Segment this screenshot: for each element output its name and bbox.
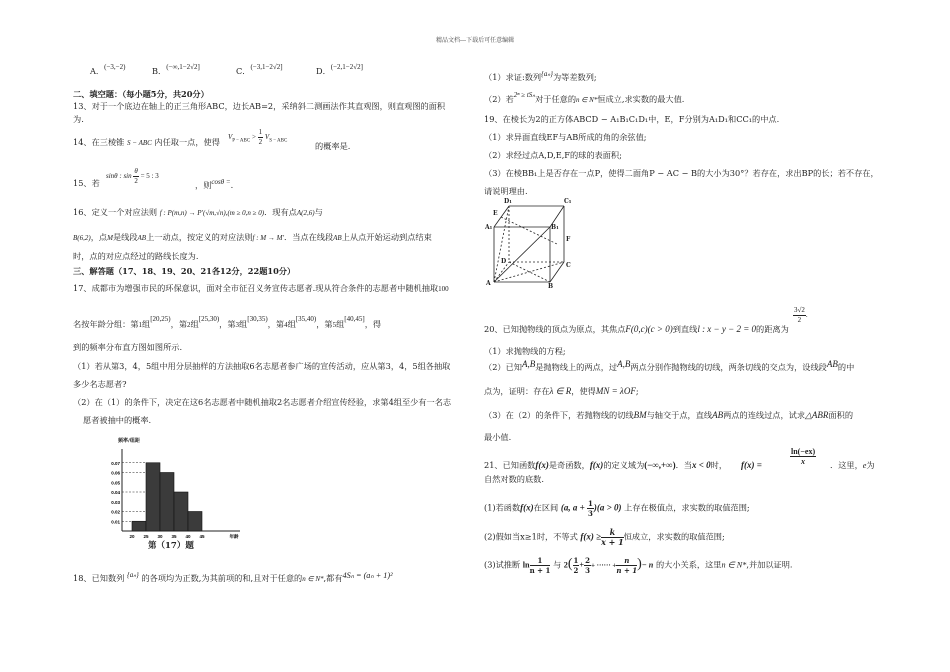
cube-figure [484,200,576,292]
q20-p3-t1: （3）在（2）的条件下，若抛物线的切线 [484,410,634,420]
q21-p3-n: n ∈ N* [721,560,747,570]
q21-domain: (−∞,+∞) [644,460,676,470]
q19-part3: （3）在棱BB₁上是否存在一点P，使得二面角P − AC − B的大小为30°？若存在，求出BP的长；若不存在， [484,168,879,178]
cube-label-a1: A₁ [485,224,493,231]
hist-bar-3 [160,473,174,532]
q18-eq: 4Sₙ = (aₙ + 1)² [342,571,393,580]
q20-BM: BM [633,410,647,420]
q20-p2-t1: （2）已知 [484,362,522,372]
q16-t5: 是线段 [112,232,138,242]
q20-focus: F(0,c)(c > 0) [625,324,673,334]
option-c [236,63,283,77]
cube-label-d1: D₁ [504,198,512,205]
cube-label-c1: C₁ [564,198,572,205]
q20-vec: MN = λOF [595,386,636,396]
q20-AB4: AB [712,410,724,420]
q15-frac-num: θ [134,167,138,175]
hist-x-tick: 25 [143,534,149,539]
q21-p1-t3: 上存在极值点，求实数的取值范围; [624,502,750,513]
q20-t1: 20、已知抛物线的顶点为原点，其焦点 [484,324,626,334]
q20-p3-t2: 与轴交于点，直线 [646,410,713,420]
hist-x-label: 年龄 [229,534,239,539]
q14-v2-sub: S − ABC [269,138,288,144]
q16-rule: f : P(m,n) → P′(√m,√n),(m ≥ 0,n ≥ 0) [159,209,265,217]
q21-fx3: f(x) = [741,460,762,470]
q17-zu4: 组 [287,319,296,329]
option-d [316,63,363,77]
q17-line4: （1）若从第3，4，5组中用分层抽样的方法抽取6名志愿者参广场的宣传活动，应从第3，4，5组各抽取 [73,361,451,371]
q21-p2-frac-den: x + 1 [601,537,624,547]
q16-M: M [107,234,113,242]
hist-y-tick: 0.05 [111,480,120,486]
q18-t2: 的各项均为正数,为其前项的和,且对于任意的 [141,573,303,583]
hist-x-tick: 45 [199,534,205,539]
q14-math-1: S − ABC [126,139,152,147]
q17-line2 [73,315,382,330]
cube-label-b1: B₁ [551,224,559,231]
histogram [92,438,242,553]
q21-p1-frac [587,499,594,518]
q17-n3: 3 [235,321,240,329]
q15-fraction [133,167,138,186]
q14-gt: > [251,133,256,142]
q17-zu5: 组 [336,319,345,329]
q19-part2: （2）求经过点A,D,E,F的球的表面积; [484,150,622,160]
cube-label-d: D [501,258,507,265]
q20-frac-den: 2 [797,316,802,324]
q21-t2: 是奇函数， [548,460,590,470]
q21-t7: 为 [866,460,875,470]
q20-p2-t2: 是抛物线上的两点，过 [535,362,618,372]
q16-AB: AB [137,234,147,242]
section-3-title: 三、解答题（17、18、19、20、21各12分，22题10分） [73,266,296,276]
q21-p3-f4-den: n + 1 [616,566,638,575]
page-header: 精品文档---下载后可任意编辑 [436,37,515,44]
q17-100: 100 [438,285,449,293]
q21-p3-t1: (3)试推断 [484,559,521,570]
q21-part3: (3)试推断 ln $\frac{1}{n + 1}$ 与 2( $\frac{1}{2}$ + $\frac{2}{3}$ + ······ + $\frac{n}{n + 1}$ )− n 的大小关系，这里n ∈ N*,并加以证明. [484,556,793,575]
q21-p3-f1-num: 1 [530,556,551,566]
q17-zu3: 组 [239,319,248,329]
q17-comma4: ，第 [316,319,333,329]
q17-n4: 4 [284,321,288,329]
q21-p3-f4-num: n [616,556,637,566]
q17-line7: 愿者被抽中的概率. [83,415,152,425]
q21-p3-f1-den: n + 1 [529,566,551,575]
q16-pointA: A(2,6) [296,209,315,217]
r2-t1: （2）若 [484,94,514,104]
q16-line3: 时，点的对应点经过的路线长度为. [73,251,199,261]
q17-line3: 到的频率分布直方图如图所示. [73,342,183,352]
option-b-value: (−∞,1−2√2] [166,63,200,71]
q16-t2: ．现有点 [264,207,297,217]
q15-mid [195,180,233,191]
option-d-value: (−2,1−2√2] [330,63,363,71]
q17-line1 [73,283,449,294]
q21-p2-fx: f(x) ≥ [580,531,602,542]
q21-t4: ．当 [675,460,692,470]
q20-AB1: A,B [521,359,536,369]
q20-frac [793,306,806,325]
q20-p2-t5: 点为，证明：存在 [484,386,550,396]
q20-line: l : x − y − 2 = 0 [697,324,757,334]
hist-y-tick: 0.06 [111,470,120,476]
q21-p3-f3-den: 3 [585,566,590,575]
q14-v1: V [228,133,233,142]
q16-map: f : M → M′ [252,234,285,242]
q21-xlt0: x < 0 [692,460,711,470]
q21-frac-num: ln(−ex) [791,447,816,456]
option-a-value: (−3,−2) [104,63,126,71]
q20-t2: 到直线 [672,324,698,334]
q21-e: e [862,461,867,470]
q18-part2 [484,91,685,105]
q21-fx2: f(x) [589,460,604,470]
q20-p2-t3: 两点分别作抛物线的切线，两条切线的交点为，设线段 [630,362,827,372]
q18-n: n ∈ N* [302,575,324,583]
q21-p3-f2-den: 2 [573,566,579,575]
q21-p2-frac-num: k [601,528,624,538]
q21-p1-fx: f(x) [520,502,534,513]
q20-lambda: λ ∈ R [549,386,572,396]
option-d-label: D． [316,66,331,76]
q21-p3-plus: + [579,560,585,570]
q14-text-2: 内任取一点，使得 [154,137,220,147]
q13-line2: 为. [73,114,84,124]
q20-part2-line2 [484,386,639,397]
q21-fx1: f(x) [535,460,549,470]
q20-dot: . [805,311,808,320]
hist-x-tick: 30 [157,534,163,539]
option-c-label: C． [236,66,251,76]
option-a-label: A． [90,66,105,76]
q21-p1-t1: (1)若函数 [484,502,521,513]
q21-p3-frac4 [616,556,637,575]
section-2-title: 二、填空题：（每小题5分，共20分） [73,89,209,99]
option-b [152,63,200,77]
q18-part1 [484,72,597,83]
q16-t6: 上一动点，按定义的对应法则 [146,232,253,242]
q18-t3: ,都有 [323,573,343,583]
cube-label-a: A [486,280,491,287]
q17-group4: [35,40) [295,315,317,323]
q17-t1: 17、成都市为增强市民的环保意识，面对全市征召义务宣传志愿者.现从符合条件的志愿者中随机抽取 [73,283,439,293]
hist-x-tick: 35 [171,534,177,539]
q15-frac-den: 2 [134,177,138,185]
q16-line2 [73,232,432,243]
q20-part3-tail: 最小值. [484,432,512,442]
q20-t3: 的距离为 [756,324,789,334]
q21-stem [484,460,762,471]
q21-p1-frac-num: 1 [588,499,593,508]
q21-stem-tail [830,460,875,471]
q21-part2 [484,528,725,547]
option-c-value: (−3,1−2√2] [250,63,283,71]
q21-p3-minus-n: − n [641,560,654,570]
q17-line6: （2）在（1）的条件下，决定在这6名志愿者中随机抽取2名志愿者介绍宣传经验，求第4组至少有一名志 [73,397,452,407]
hist-y-tick: 0.03 [111,499,120,505]
hist-ylabel: 频率/组距 [118,438,140,444]
q17-comma3: ，第 [267,319,285,329]
q17-t2: 名按年龄分组：第 [73,319,139,329]
q14-frac-den: 2 [258,138,263,146]
q14-tail: 的概率是. [315,141,351,151]
q18-seq: {aₙ} [126,571,139,579]
q21-stem-line2: 自然对数的底数. [484,474,544,484]
q21-frac [790,447,816,466]
q17-comma1: ，第 [170,319,188,329]
q19-part3-tail: 请说明理由. [484,186,528,196]
q21-part1 [484,499,750,518]
option-b-label: B． [152,66,167,76]
q21-ln-frac [790,447,816,466]
q17-n5: 5 [332,321,337,329]
hist-bar-1 [132,521,146,531]
cube-label-f: F [566,236,571,243]
r1-seq: {aₙ} [541,70,553,78]
hist-plot-area [111,453,240,539]
hist-y-tick: 0.02 [111,509,120,515]
q16-line1 [73,207,323,218]
q21-p2-t2: 恒成立，求实数的取值范围; [623,531,725,542]
cube-label-c: C [566,262,571,269]
q21-p2-frac [601,528,624,547]
q17-zu2: 组 [190,319,199,329]
q20-AB3: AB [826,359,838,369]
r2-t2: 对于任意的 [535,94,577,104]
q17-n1: 1 [138,321,143,329]
q18 [73,573,393,584]
q21-p3-f2-num: 1 [573,556,579,565]
q13-line1: 13、对于一个底边在轴上的正三角形ABC，边长AB=2，采纳斜二测画法作其直观图，则直观图的面积 [73,101,446,111]
q19-stem: 19、在棱长为2的正方体ABCD − A₁B₁C₁D₁中，E，F分别为A₁D₁和CC₁的中点. [484,114,780,124]
q14-text-1: 14、在三棱锥 [73,137,125,147]
r2-t3: 恒成立,求实数的最大值. [597,94,685,104]
q21-p3-t2: 的大小关系，这里 [655,559,722,570]
q20-tri: △ABR [805,410,829,420]
q14-frac-num: 1 [258,128,263,136]
q20-semi: ; [635,386,639,396]
q15-dot: . [230,180,234,190]
q17-group3: [30,35) [247,315,268,323]
q20-part1: （1）求抛物线的方程; [484,346,566,356]
q21-p3-f3-num: 2 [585,556,590,565]
q15-then: ，则 [195,180,212,190]
q21-p1-int: (a, a + [560,502,587,513]
q14 [73,137,220,148]
r2-n: n ∈ N* [576,96,598,104]
hist-y-tick: 0.07 [111,460,120,466]
q15-label: 15、若 [73,178,100,188]
q20-part2-line1 [484,359,855,373]
q21-frac-den: x [801,457,806,466]
hist-x-tick: 40 [185,534,191,539]
q21-p1-frac-den: 3 [588,509,593,518]
q20-AB2: A,B [617,359,631,369]
q20-frac-num: 3√2 [794,306,805,314]
q21-p3-frac1 [530,556,551,575]
q17-de: ，得 [364,319,382,329]
q21-t5: 时， [710,460,728,470]
q14-fraction [258,128,264,147]
hist-caption: 第（17）题 [148,541,194,551]
cube-label-e: E [493,210,498,217]
q17-line5: 多少名志愿者? [73,379,127,389]
q21-p3-ln: ln [522,560,530,570]
q21-p3-frac3 [584,556,591,575]
q17-zu1: 组 [142,319,151,329]
q21-p3-dots: + ······ + [590,561,617,570]
hist-bar-2 [146,463,160,531]
q20-p2-t4: 的中 [837,362,855,372]
q20-p2-t6: ，使得 [571,386,596,396]
q17-group5: [40,45] [344,315,365,323]
q21-p2-t1: (2)假如当x≥1时，不等式 [484,531,578,542]
option-a [90,63,126,77]
q17-group1: [20,25) [150,315,171,323]
q15-sin: sinθ : sin [106,172,132,181]
q20-p3-t3: 两点的连线过点，试求 [723,410,806,420]
q15-ratio: = 5 : 3 [140,172,159,181]
q15-equation [106,167,159,186]
q16-t3: 与 [314,207,323,217]
q17-comma2: ，第 [219,319,236,329]
q16-t1: 16、定义一个对应法则 [73,207,158,217]
hist-svg [111,453,240,541]
r2-ineq: 2ⁿ ≥ tSₙ [513,91,536,99]
q14-inequality [228,128,287,147]
q16-t8: 上从点开始运动到点结束 [341,232,432,242]
r1-t2: 为等差数列; [552,72,597,82]
q18-t1: 18、已知数列 [73,573,125,583]
q21-p1-cond: )(a > 0) [593,502,622,513]
hist-y-tick: 0.04 [111,490,120,495]
q21-t6: ．这里， [830,460,863,470]
q21-t1: 21、已知函数 [484,460,536,470]
q15-cos: cosθ = [211,178,231,186]
q21-p1-t2: 在区间 [533,502,559,513]
hist-bar-4 [174,492,188,531]
r1-t1: （1）求证:数列 [484,72,542,82]
q16-t4: ，点 [90,232,108,242]
q16-t7: ．当点在线段 [284,232,334,242]
q20-distance [793,306,808,325]
q17-group2: [25,30) [198,315,220,323]
q21-t3: 的定义域为 [603,460,645,470]
q14-v1-sub: P − ABC [232,138,251,144]
q20-stem [484,324,789,335]
q16-AB2: AB [333,234,342,242]
q21-p3-yu: 与 [552,559,562,570]
cube-label-b: B [548,283,554,290]
hist-x-tick: 20 [129,534,135,539]
q21-p3-two: 2 [563,560,568,570]
q16-pointB: B(6,2) [73,234,91,242]
hist-bar-5 [188,512,202,532]
q20-p3-t4: 面积的 [828,410,854,420]
q20-part3 [484,410,853,421]
q17-n2: 2 [187,321,191,329]
q14-v2: V [264,133,270,142]
hist-y-tick: 0.01 [111,519,120,525]
q21-p3-t3: ,并加以证明. [746,559,793,570]
q19-part1: （1）求异面直线EF与AB所成的角的余弦值; [484,132,647,142]
